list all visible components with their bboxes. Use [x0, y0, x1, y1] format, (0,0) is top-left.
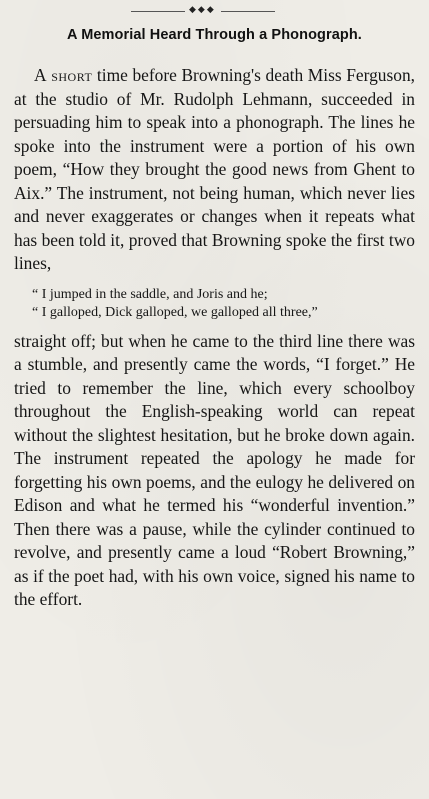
ornament-diamonds: ◆◆◆: [189, 5, 216, 15]
paragraph-1-lead: A short: [34, 65, 93, 85]
paragraph-2: straight off; but when he came to the third line there was a stumble, and presently came the words, “I forget.” He tried to remember the line, which every schoolboy throughout the English-speaking world can repeat without the slightest hesitation, but he broke down again. The instrument repeated the apology he made for forgetting his own poems, and the eulogy he delivered on Edison and what he termed his “wonderful invention.” Then there was a pause, while the cylinder continued to revolve, and presently came a loud “Robert Browning,” as if the poet had, with his own voice, signed his name to the effort.: [14, 330, 415, 609]
paragraph-1-text: time before Browning's death Miss Ferguson, at the studio of Mr. Rudolph Lehmann, succeeded in persuading him to speak into a phonograph. The lines he spoke into the instrument were a portion of his own poem, “How they brought the good news from Ghent to Aix.” The instrument, not being human, which never lies and never exaggerates or changes when it repeats what has been told it, proved that Browning spoke the first two lines,: [14, 65, 415, 273]
article-body: [14, 64, 415, 612]
ornament-rule-left: [131, 11, 185, 12]
poem-quote: [32, 286, 415, 322]
quote-line-1: “ I jumped in the saddle, and Joris and he;: [32, 286, 268, 302]
header-ornament: [131, 5, 275, 15]
ornament-rule-right: [221, 11, 275, 12]
paragraph-1: [14, 64, 415, 276]
article-title: A Memorial Heard Through a Phonograph.: [67, 27, 362, 43]
quote-line-2: “ I galloped, Dick galloped, we galloped all three,”: [32, 304, 318, 320]
